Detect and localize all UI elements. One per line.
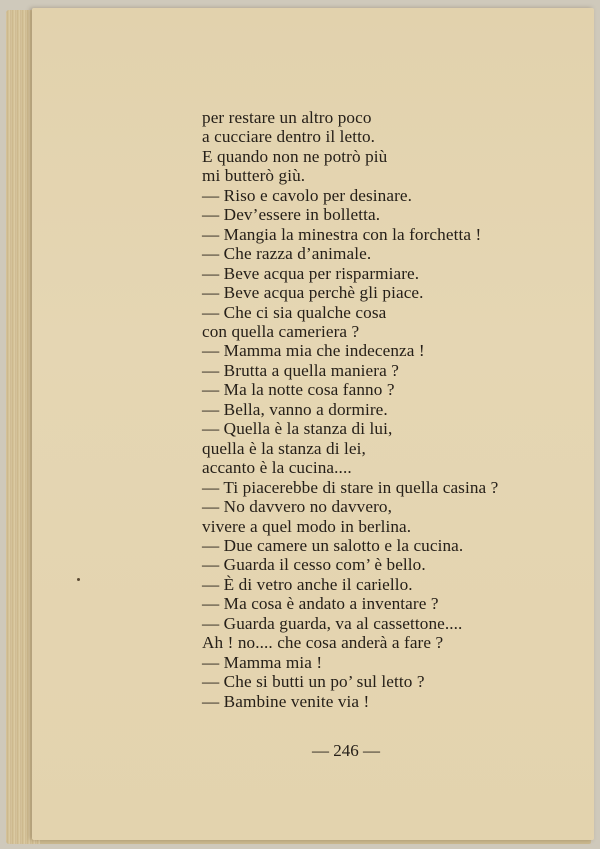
poem-line: — Mamma mia che indecenza !	[202, 341, 425, 361]
poem-line: — Brutta a quella maniera ?	[202, 360, 399, 380]
poem-line: — No davvero no davvero,	[202, 497, 392, 517]
poem-line: a cucciare dentro il letto.	[202, 127, 376, 147]
poem-line: — Mangia la minestra con la forchetta !	[202, 224, 482, 244]
poem-line: — Beve acqua perchè gli piace.	[202, 283, 424, 303]
poem-line: vivere a quel modo in berlina.	[202, 516, 412, 536]
poem-line: — Che razza d’animale.	[202, 244, 372, 264]
poem-line: — Riso e cavolo per desinare.	[202, 185, 413, 205]
paper-speck	[77, 578, 80, 581]
poem-line: accanto è la cucina....	[202, 458, 352, 478]
page-number: — 246 —	[312, 741, 380, 760]
poem-line: — Due camere un salotto e la cucina.	[202, 535, 464, 555]
poem-line: mi butterò giù.	[202, 166, 306, 186]
poem-line: Ah ! no.... che cosa anderà a fare ?	[202, 633, 444, 653]
poem-line: — Ma la notte cosa fanno ?	[202, 380, 395, 400]
poem-line: E quando non ne potrò più	[202, 146, 388, 166]
poem-line: con quella cameriera ?	[202, 321, 360, 341]
poem-line: — Beve acqua per risparmiare.	[202, 263, 420, 283]
poem-line: — È di vetro anche il cariello.	[202, 574, 413, 594]
poem-line: — Guarda guarda, va al cassettone....	[202, 613, 463, 633]
poem-line: — Mamma mia !	[202, 652, 323, 672]
poem-line: per restare un altro poco	[202, 108, 372, 127]
poem-text	[202, 108, 498, 711]
poem-line: — Dev’essere in bolletta.	[202, 205, 381, 225]
poem-line: — Guarda il cesso com’ è bello.	[202, 555, 426, 575]
poem-line: — Bella, vanno a dormire.	[202, 399, 388, 419]
poem-line: quella è la stanza di lei,	[202, 438, 366, 458]
poem-line: — Bambine venite via !	[202, 691, 370, 711]
poem-line: — Quella è la stanza di lui,	[202, 419, 393, 439]
poem-line: — Che si butti un po’ sul letto ?	[202, 672, 425, 692]
poem-line: — Ti piacerebbe di stare in quella casina ?	[202, 477, 499, 497]
poem-line: — Che ci sia qualche cosa	[202, 302, 387, 322]
poem-line: — Ma cosa è andato a inventare ?	[202, 594, 439, 614]
